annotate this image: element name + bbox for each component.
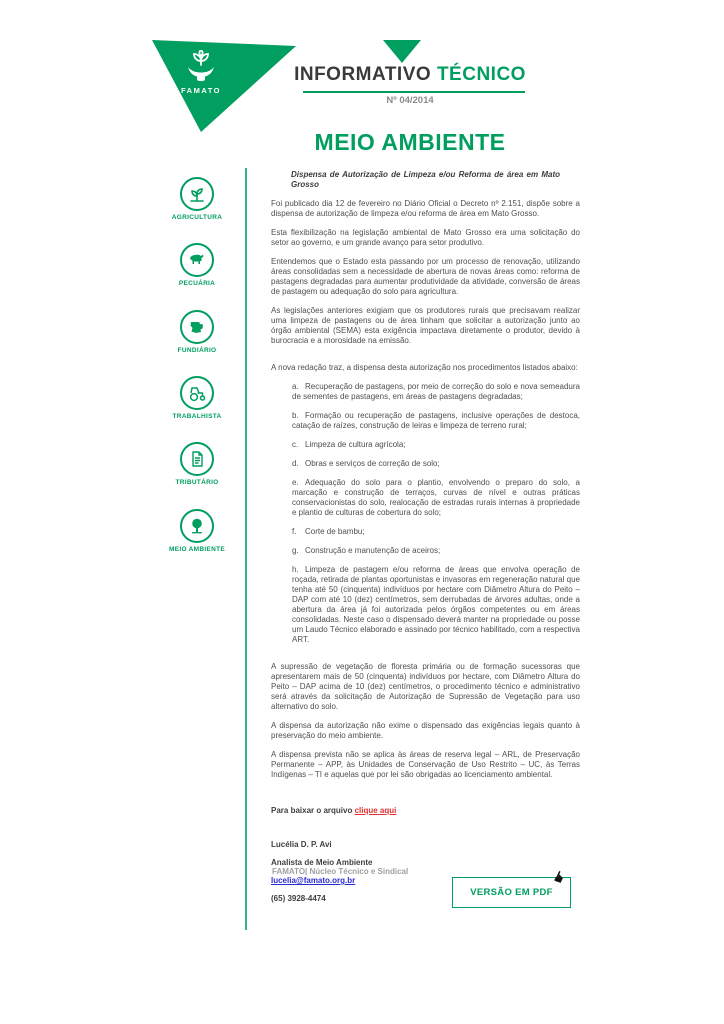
list-marker: g. [292, 546, 299, 555]
download-line [271, 806, 580, 816]
tree-icon [180, 509, 214, 543]
list-item-e [271, 478, 580, 518]
masthead-title-part2: TÉCNICO [436, 64, 526, 85]
download-link[interactable]: clique aqui [354, 806, 397, 815]
paragraph: A supressão de vegetação de floresta primária ou de formação sucessoras que apresentarem mais de 50 (cinquenta) indivíduos por hectare, com Diâmetro Altura do Peito – DAP acima de 10 (dez) centímetros, o procedimento técnico e administrativo será através da solicitação de Autorização de Supressão de Vegetação para uso alternativo do solo. [271, 662, 580, 711]
sidebar-item-fundiario [162, 310, 232, 354]
download-prefix: Para baixar o arquivo [271, 806, 355, 815]
pdf-version-button[interactable] [452, 867, 571, 908]
list-text: Recuperação de pastagens, por meio de correção do solo e nova semeadura de sementes de pastagens, em áreas de pastagens degradadas; [292, 382, 580, 401]
signature-name: Lucélia D. P. Avi [271, 840, 332, 849]
list-item-f [271, 527, 580, 537]
paragraph: Entendemos que o Estado esta passando por um processo de renovação, utilizando áreas consolidadas sem a necessidade de abertura de novas áreas como: reforma de pastagens degradadas para aumentar produtividade da atividade, conversão de áreas de pastagem ou adequação do solo para agricultura. [271, 257, 580, 296]
signature-phone: (65) 3928-4474 [271, 894, 326, 903]
sidebar-label: PECUÁRIA [178, 280, 216, 287]
sidebar-label: TRIBUTÁRIO [175, 479, 219, 486]
list-marker: b. [292, 411, 299, 420]
signature-role: Analista de Meio Ambiente [271, 858, 373, 867]
header-triangle-icon [383, 40, 421, 64]
sidebar-item-meio-ambiente [162, 509, 232, 553]
list-marker: a. [292, 382, 299, 391]
article-heading: Dispensa de Autorização de Limpeza e/ou Reforma de área em Mato Grosso [291, 170, 560, 189]
masthead-title [290, 64, 530, 86]
footer-credit: FAMATO| Núcleo Técnico e Sindical [272, 867, 409, 876]
list-text: Construção e manutenção de aceiros; [305, 546, 441, 555]
crops-icon [180, 177, 214, 211]
list-text: Formação ou recuperação de pastagens, inclusive operações de destoca, catação de raízes, construção de leiras e limpeza de terreno rural; [292, 411, 580, 430]
paragraph: As legislações anteriores exigiam que os produtores rurais que precisavam realizar uma limpeza de pastagens ou de área tinham que solicitar a autorização junto ao órgão ambiental (SEMA) esta exigência impactava diretamente o produtor, devido à burocracia e a morosidade na emissão. [271, 306, 580, 345]
list-item-c [271, 440, 580, 450]
list-marker: d. [292, 459, 299, 468]
paragraph: A dispensa da autorização não exime o dispensado das exigências legais quanto à preservação do meio ambiente. [271, 721, 580, 740]
list-item-a [271, 382, 580, 402]
list-text: Limpeza de pastagem e/ou reforma de áreas que envolva operação de roçada, retirada de plantas oportunistas e invasoras em regeneração natural que tenha até 50 (cinquenta) indivíduos por hectare com Diâmetro Altura do Peito – DAP com até 10 (dez) centímetros, sem derrubadas de árvores adultas, onde a abertura da área já foi autorizada pelos órgãos competentes ou em áreas consolidadas. Neste caso o dispensado deverá manter na propriedade ou posse um Laudo Técnico elaborado e assinado por técnico habilitado, com a respectiva ART. [292, 565, 580, 644]
sidebar-item-tributario [162, 442, 232, 486]
click-hand-icon: ☛ [549, 867, 571, 887]
list-text: Corte de bambu; [305, 527, 365, 536]
list-marker: h. [292, 565, 299, 574]
issue-number: Nº 04/2014 [386, 95, 434, 106]
list-item-h [271, 565, 580, 645]
sidebar-item-agricultura [162, 177, 232, 221]
list-item-g [271, 546, 580, 556]
section-title: MEIO AMBIENTE [314, 129, 506, 155]
list-marker: c. [292, 440, 299, 449]
cattle-icon [180, 243, 214, 277]
pdf-button-label: VERSÃO EM PDF [470, 887, 553, 898]
list-text: Limpeza de cultura agrícola; [305, 440, 406, 449]
sidebar-label: TRABALHISTA [172, 413, 222, 420]
paragraph: A dispensa prevista não se aplica às áreas de reserva legal – ARL, de Preservação Permanente – APP, às Unidades de Conservação de Uso Restrito – UC, às Terras Indígenas – TI e aquelas que por lei são obrigadas ao licenciamento ambiental. [271, 750, 580, 779]
document-icon [180, 442, 214, 476]
paragraph: Foi publicado dia 12 de fevereiro no Diário Oficial o Decreto nº 2.151, dispõe sobre a dispensa de autorização de limpeza e/ou reforma de área em Mato Grosso. [271, 199, 580, 218]
list-text: Obras e serviços de correção de solo; [305, 459, 440, 468]
paragraph: Esta flexibilização na legislação ambiental de Mato Grosso era uma solicitação do setor ao governo, e um grande avanço para setor produtivo. [271, 228, 580, 247]
content-divider [245, 168, 247, 930]
article-body [271, 170, 580, 912]
list-item-b [271, 411, 580, 431]
list-marker: f. [292, 527, 297, 536]
sidebar-item-pecuaria [162, 243, 232, 287]
masthead-title-part1: INFORMATIVO [294, 64, 432, 85]
list-intro: A nova redação traz, a dispensa desta autorização nos procedimentos listados abaixo: [271, 363, 578, 372]
sidebar-label: AGRICULTURA [171, 214, 223, 221]
brand-wordmark: FAMATO [181, 86, 221, 95]
list-marker: e. [292, 478, 299, 487]
signature-email-link[interactable]: lucelia@famato.org.br [271, 876, 356, 885]
sidebar-item-trabalhista [162, 376, 232, 420]
famato-logo-icon [179, 50, 223, 86]
tractor-icon [180, 376, 214, 410]
masthead-rule [303, 91, 525, 93]
list-item-d [271, 459, 580, 469]
sidebar-label: MEIO AMBIENTE [168, 546, 226, 553]
list-text: Adequação do solo para o plantio, envolvendo o preparo do solo, a marcação e construção de terraços, curvas de nível e outras práticas conservacionistas do solo, realocação de estradas rurais internas à propriedade e plantio de culturas de cobertura do solo; [292, 478, 580, 517]
land-icon [180, 310, 214, 344]
sidebar-label: FUNDIÁRIO [177, 347, 217, 354]
